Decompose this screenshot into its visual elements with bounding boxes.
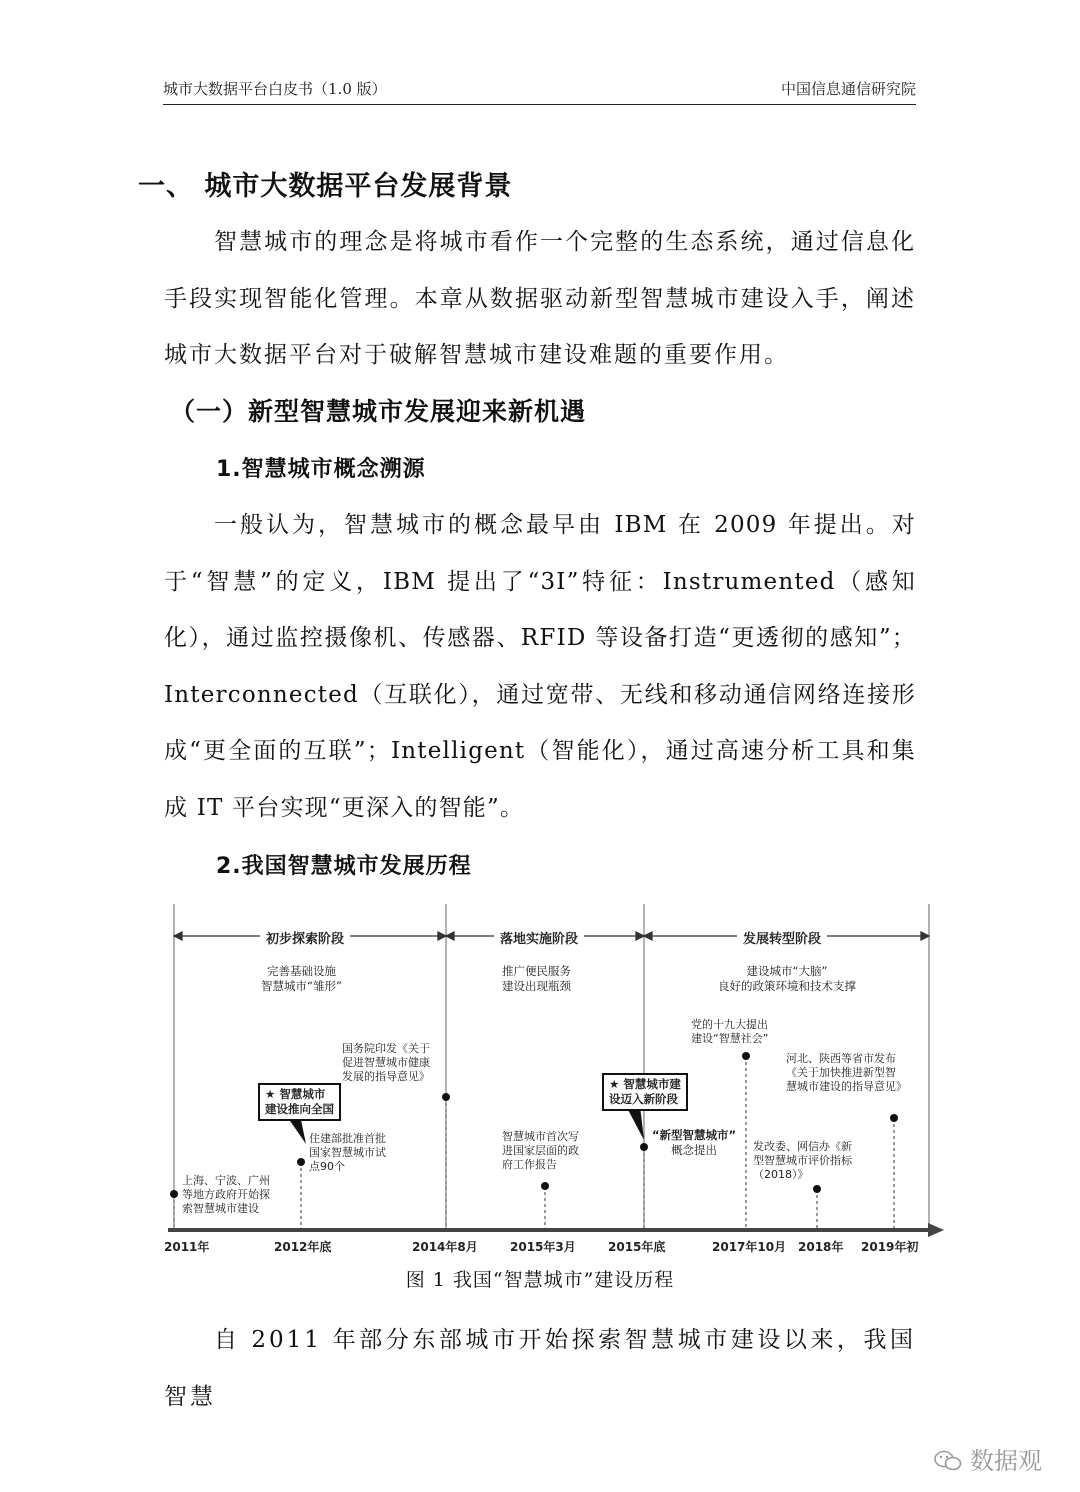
date-2014: 2014年8月: [412, 1240, 478, 1254]
header-organization: 中国信息通信研究院: [780, 80, 916, 98]
date-2018: 2018年: [798, 1240, 844, 1254]
event-2019: 河北、陕西等省市发布 《关于加快推进新型智 慧城市建设的指导意见》: [786, 1052, 907, 1093]
event-2015-end: “新型智慧城市” 概念提出: [652, 1128, 737, 1157]
watermark-text: 数据观: [970, 1447, 1042, 1475]
date-2015-march: 2015年3月: [510, 1240, 576, 1254]
date-2012: 2012年底: [274, 1240, 332, 1254]
history-paragraph: 自 2011 年部分东部城市开始探索智慧城市建设以来，我国智慧: [164, 1327, 916, 1410]
phase-title-3: 发展转型阶段: [737, 928, 827, 947]
figure-caption: 图 1 我国“智慧城市”建设历程: [405, 1269, 675, 1291]
date-2019: 2019年初: [861, 1240, 919, 1254]
callout-nationwide: ★ 智慧城市 建设推向全国: [258, 1083, 341, 1121]
event-2011: 上海、宁波、广州 等地方政府开始探 索智慧城市建设: [182, 1174, 270, 1215]
event-2017: 党的十九大提出 建设“智慧社会”: [691, 1018, 769, 1045]
phase-note-3: 建设城市“大脑” 良好的政策环境和技术支撑: [718, 964, 856, 993]
date-2015-end: 2015年底: [608, 1240, 666, 1254]
callout-new-stage: ★ 智慧城市建 设迈入新阶段: [602, 1073, 688, 1111]
page-header: [163, 74, 916, 105]
event-2015-march: 智慧城市首次写 进国家层面的政 府工作报告: [502, 1130, 579, 1171]
concept-paragraph: 一般认为，智慧城市的概念最早由 IBM 在 2009 年提出。对于“智慧”的定义，IBM 提出了“3I”特征：Instrumented（感知化），通过监控摄像机、传感器、RFID 等设备打造“更透彻的感知”；Interconnected（互联化），通过宽带、无线和移动通信网络连接形成“更全面的互联”；Intelligent（智能化），通过高速分析工具和集成 IT 平台实现“更深入的智能”。: [164, 512, 916, 821]
wechat-icon: [934, 1450, 962, 1472]
timeline-figure: [164, 900, 944, 1262]
intro-paragraph: 智慧城市的理念是将城市看作一个完整的生态系统，通过信息化手段实现智能化管理。本章从数据驱动新型智慧城市建设入手，阐述城市大数据平台对于破解智慧城市建设难题的重要作用。: [164, 229, 916, 368]
phase-note-1: 完善基础设施 智慧城市“雏形”: [261, 964, 342, 993]
watermark: [934, 1441, 1042, 1476]
phase-title-1: 初步探索阶段: [260, 928, 350, 947]
header-doc-title: 城市大数据平台白皮书（1.0 版）: [163, 80, 387, 98]
subsection-title: （一）新型智慧城市发展迎来新机遇: [170, 397, 587, 426]
date-2017: 2017年10月: [712, 1240, 787, 1254]
event-2014: 国务院印发《关于 促进智慧城市健康 发展的指导意见》: [342, 1042, 430, 1083]
section-title: 一、 城市大数据平台发展背景: [138, 171, 513, 202]
heading-concept-origin: 1.智慧城市概念溯源: [216, 457, 426, 482]
event-2012: 住建部批准首批 国家智慧城市试 点90个: [309, 1132, 386, 1173]
phase-title-2: 落地实施阶段: [494, 928, 584, 947]
heading-development-history: 2.我国智慧城市发展历程: [216, 854, 472, 879]
phase-note-2: 推广便民服务 建设出现瓶颈: [502, 964, 571, 993]
event-2018: 发改委、网信办《新 型智慧城市评价指标 （2018）》: [753, 1140, 852, 1181]
date-2011: 2011年: [164, 1240, 210, 1254]
callout-pointer-2: [626, 1106, 644, 1140]
timeline-arrowhead: [928, 1223, 944, 1237]
